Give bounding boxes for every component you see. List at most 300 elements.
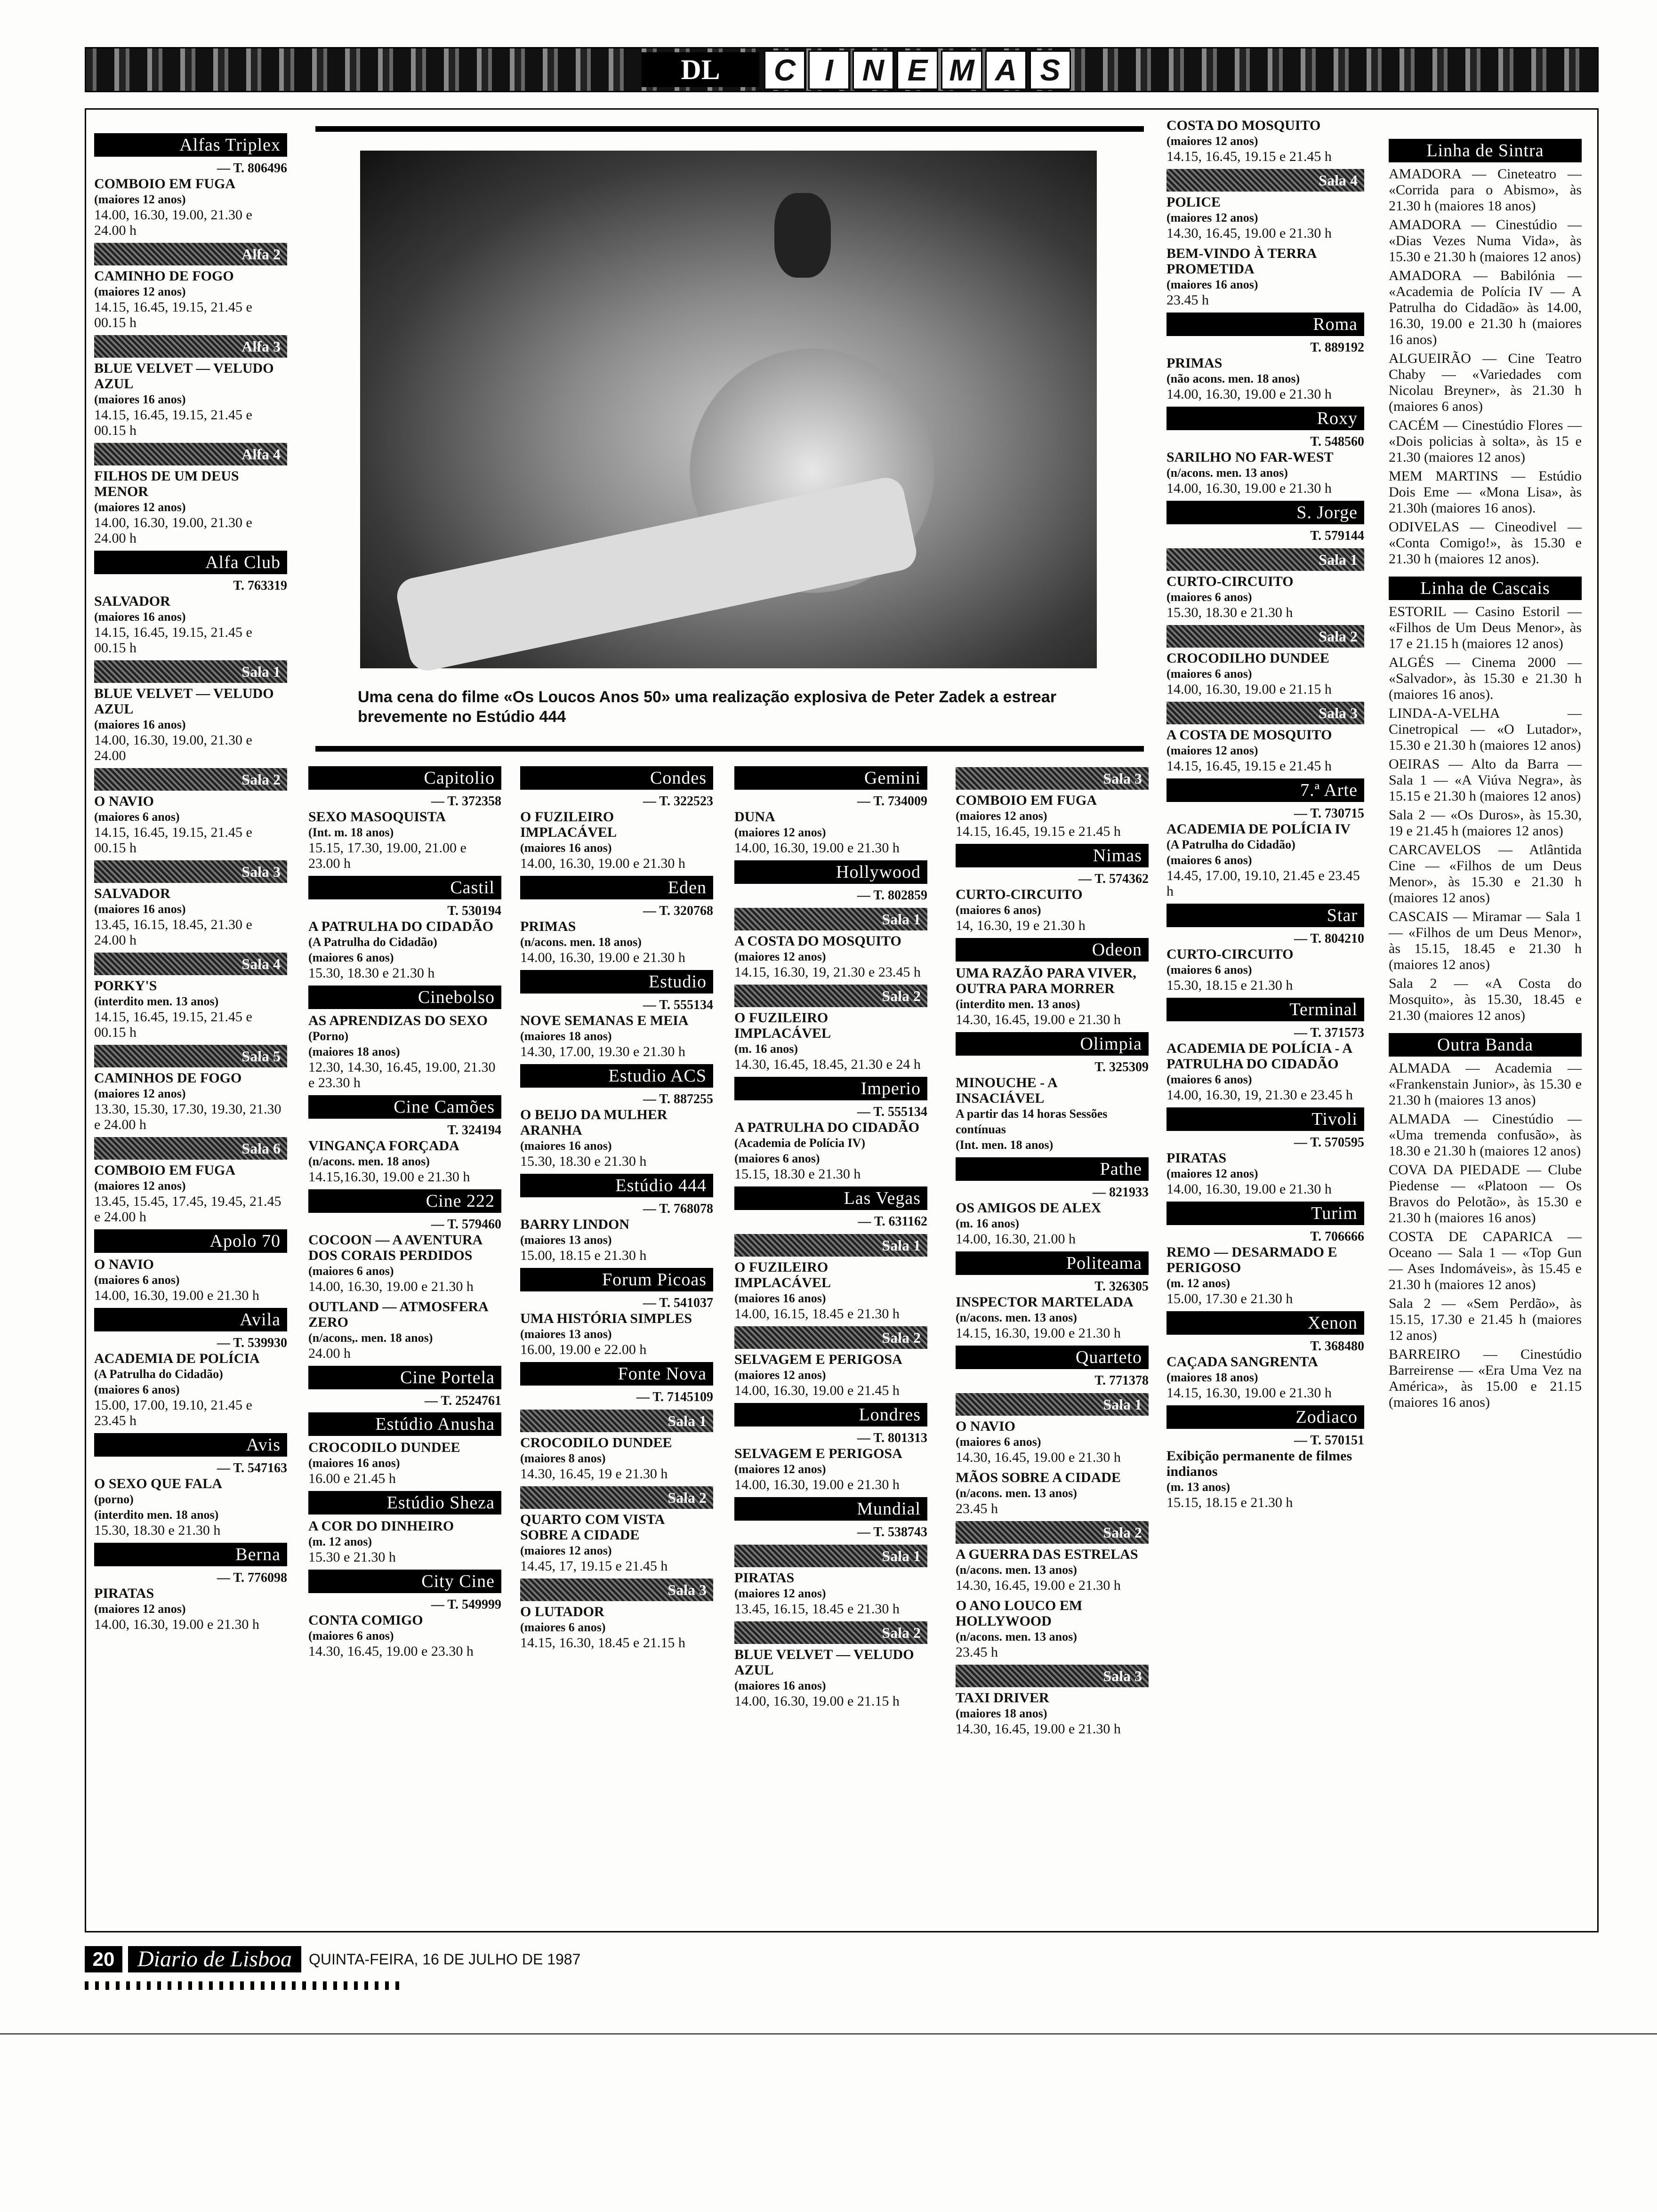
listing-entry — [956, 1294, 1149, 1341]
film-rating: (maiores 6 anos) — [1166, 1073, 1252, 1086]
cinema-header: Zodiaco — [1166, 1405, 1364, 1429]
film-title: BARRY LINDON — [520, 1217, 630, 1232]
film-rating: (não acons. men. 18 anos) — [1166, 372, 1300, 385]
showtimes: 14.00, 16.30, 19.00 e 21.45 h — [734, 1383, 900, 1398]
section-letter: N — [853, 50, 894, 90]
film-title: SELVAGEM E PERIGOSA — [734, 1352, 902, 1367]
film-note: (A Patrulha do Cidadão) — [1166, 838, 1295, 851]
film-title: O ANO LOUCO EM HOLLYWOOD — [956, 1598, 1083, 1629]
film-title: A COSTA DO MOSQUITO — [734, 933, 901, 949]
film-rating: (maiores 6 anos) — [956, 1435, 1041, 1449]
cinema-header: Turim — [1166, 1202, 1364, 1225]
showtimes: 14.15, 16.30, 18.45 e 21.15 h — [520, 1635, 685, 1651]
film-title: A COR DO DINHEIRO — [308, 1518, 454, 1534]
cinema-phone: — T. 734009 — [857, 794, 927, 809]
cinema-phone: — T. 322523 — [643, 794, 713, 809]
cinema-phone: — T. 538743 — [857, 1525, 927, 1539]
showtimes: 15.00, 17.30 e 21.30 h — [1166, 1291, 1293, 1306]
showtimes: 14.00, 16.30, 19.00 e 21.30 h — [308, 1279, 474, 1294]
cinema-header: Cinebolso — [308, 986, 501, 1009]
showtimes: 12.30, 14.30, 16.45, 19.00, 21.30 e 23.30 h — [308, 1059, 496, 1090]
listing-entry — [1166, 727, 1364, 774]
film-rating: (maiores 6 anos) — [1166, 963, 1252, 977]
film-rating: (maiores 12 anos) — [94, 1179, 186, 1193]
film-title: PIRATAS — [734, 1570, 795, 1586]
listing-entry — [734, 933, 927, 980]
cinema-header: Avila — [94, 1308, 287, 1331]
film-title: A PATRULHA DO CIDADÃO — [734, 1120, 920, 1135]
film-rating: (m. 12 anos) — [1166, 1276, 1231, 1290]
film-rating: (maiores 6 anos) — [94, 810, 180, 824]
cinema-phone: — T. 570595 — [1294, 1135, 1364, 1150]
film-rating: (maiores 6 anos) — [1166, 667, 1252, 681]
cinema-header: Cine Portela — [308, 1366, 501, 1389]
showtimes: 14, 16.30, 19 e 21.30 h — [956, 918, 1086, 933]
film-rating: (n/acons,. men. 18 anos) — [308, 1331, 433, 1345]
showtimes: 14.15, 16.30, 19.00 e 21.30 h — [1166, 1385, 1332, 1401]
region-listing: OEIRAS — Alto da Barra — Sala 1 — «A Viúva Negra», às 15.15 e 21.30 h (maiores 12 anos) — [1389, 756, 1582, 804]
film-title: PIRATAS — [94, 1586, 154, 1601]
film-rating: (maiores 12 anos) — [956, 809, 1047, 823]
listing-entry — [1166, 1354, 1364, 1401]
cinema-header: Capitolio — [308, 766, 501, 790]
film-title: CAMINHO DE FOGO — [94, 268, 234, 284]
sala-header: Sala 2 — [734, 985, 927, 1007]
listing-entry — [308, 1299, 501, 1361]
film-rating: (maiores 6 anos) — [734, 1152, 820, 1165]
film-rating: (maiores 12 anos) — [94, 1602, 186, 1616]
film-rating: (maiores 12 anos) — [1166, 211, 1258, 224]
film-rating: (maiores 12 anos) — [734, 825, 826, 839]
film-title: INSPECTOR MARTELADA — [956, 1294, 1134, 1310]
listing-entry — [1166, 1041, 1364, 1103]
sala-header: Sala 3 — [956, 1665, 1149, 1687]
film-title: CAÇADA SANGRENTA — [1166, 1354, 1318, 1370]
listing-entry — [308, 1138, 501, 1185]
film-title: SELVAGEM E PERIGOSA — [734, 1446, 902, 1461]
showtimes: 14.15, 16.45, 19.15, 21.45 e 00.15 h — [94, 299, 252, 330]
sala-header: Sala 1 — [94, 660, 287, 683]
film-rating: (maiores 6 anos) — [94, 1383, 180, 1396]
cinema-header: Terminal — [1166, 998, 1364, 1021]
section-letter: E — [897, 50, 938, 90]
showtimes: 14.00, 16.30, 19.00, 21.30 e 24.00 — [94, 732, 252, 763]
sala-header: Sala 1 — [734, 908, 927, 930]
showtimes: 14.00, 16.30, 19.00 e 21.30 h — [94, 1288, 259, 1303]
cinema-phone: — T. 320768 — [643, 904, 713, 918]
sala-header: Alfa 4 — [94, 443, 287, 465]
showtimes: 14.00, 16.30, 19.00, 21.30 e 24.00 h — [94, 515, 252, 546]
cinema-header: Estúdio 444 — [520, 1174, 713, 1197]
listing-entry — [308, 919, 501, 981]
column-7 — [1389, 129, 1582, 1413]
film-title: AS APRENDIZAS DO SEXO — [308, 1013, 488, 1028]
cinema-phone: T. 889192 — [1310, 340, 1364, 355]
listing-entry — [308, 1232, 501, 1294]
showtimes: 24.00 h — [308, 1346, 351, 1361]
film-title: OS AMIGOS DE ALEX — [956, 1200, 1102, 1216]
listing-entry — [734, 809, 927, 856]
cinema-header: Estudio — [520, 970, 713, 994]
listing-entry — [956, 1200, 1149, 1247]
section-letter: I — [808, 50, 850, 90]
film-rating: (maiores 6 anos) — [520, 1620, 606, 1634]
column-1 — [94, 129, 287, 1637]
film-rating: (maiores 6 anos) — [308, 1629, 394, 1643]
film-rating: (n/acons. men. 13 anos) — [956, 1563, 1077, 1577]
film-rating: (maiores 12 anos) — [734, 950, 826, 963]
column-2 — [308, 762, 501, 1664]
film-title: SALVADOR — [94, 886, 170, 901]
film-rating: (interdito men. 13 anos) — [956, 997, 1080, 1011]
film-title: O FUZILEIRO IMPLACÁVEL — [734, 1259, 831, 1290]
film-rating: (maiores 12 anos) — [734, 1368, 826, 1382]
showtimes: 14.30, 16.45, 19.00 e 21.30 h — [956, 1450, 1121, 1465]
cinema-phone: — T. 802859 — [857, 888, 927, 903]
film-rating: (maiores 6 anos) — [956, 903, 1041, 917]
cinema-phone: — T. 539930 — [217, 1336, 287, 1350]
showtimes: 14.00, 16.30, 19.00, 21.30 e 24.00 h — [94, 207, 252, 238]
listing-entry — [1166, 355, 1364, 402]
listing-entry — [94, 978, 287, 1040]
film-title: COMBOIO EM FUGA — [94, 176, 235, 192]
film-rating: (n/acons. men. 13 anos) — [956, 1311, 1077, 1324]
showtimes: 14.15, 16.45, 19.15, 21.45 e 00.15 h — [94, 625, 252, 656]
film-rating: (maiores 16 anos) — [308, 1456, 400, 1470]
showtimes: 14.30, 16.45, 19.00 e 21.30 h — [956, 1721, 1121, 1737]
sala-header: Sala 1 — [1166, 548, 1364, 571]
listing-entry — [956, 1547, 1149, 1593]
showtimes: 14.30, 17.00, 19.30 e 21.30 h — [520, 1044, 685, 1059]
cinema-phone: — T. 801313 — [857, 1431, 927, 1445]
film-rating: (n/acons. men. 18 anos) — [520, 935, 642, 949]
listing-entry — [520, 1435, 713, 1482]
sala-header: Sala 3 — [1166, 702, 1364, 724]
film-title: NOVE SEMANAS E MEIA — [520, 1013, 689, 1028]
film-title: PORKY'S — [94, 978, 157, 994]
film-title: PRIMAS — [1166, 355, 1223, 371]
cinema-phone: T. 548560 — [1310, 434, 1364, 449]
film-rating: (maiores 12 anos) — [520, 1544, 612, 1557]
region-header: Outra Banda — [1389, 1033, 1582, 1057]
cinema-header: Tivoli — [1166, 1107, 1364, 1131]
film-title: BLUE VELVET — VELUDO AZUL — [94, 686, 274, 717]
cinema-phone: T. 530194 — [447, 904, 501, 918]
film-title: COSTA DO MOSQUITO — [1166, 118, 1321, 133]
cinema-header: Cine 222 — [308, 1189, 501, 1213]
film-title: OUTLAND — ATMOSFERA ZERO — [308, 1299, 488, 1330]
region-listing: CASCAIS — Miramar — Sala 1 — «Filhos de um Deus Menor», às 15.15, 18.45 e 21.30 h (maiores 12 anos) — [1389, 909, 1582, 972]
listing-entry — [1166, 246, 1364, 308]
column-6 — [1166, 118, 1364, 1515]
film-title: O FUZILEIRO IMPLACÁVEL — [520, 809, 617, 840]
region-listing: Sala 2 — «Sem Perdão», às 15.15, 17.30 e 21.45 h (maiores 12 anos) — [1389, 1296, 1582, 1343]
sala-header: Sala 2 — [956, 1521, 1149, 1544]
showtimes: 14.00, 16.30, 21.00 h — [956, 1231, 1076, 1247]
cinema-phone: — 821933 — [1093, 1185, 1149, 1200]
film-rating: (maiores 6 anos) — [94, 1273, 180, 1287]
film-title: SEXO MASOQUISTA — [308, 809, 446, 825]
listing-entry — [1166, 574, 1364, 620]
listing-entry — [956, 793, 1149, 839]
sala-header: Sala 2 — [94, 768, 287, 791]
sala-header: Sala 2 — [734, 1326, 927, 1349]
listing-entry — [520, 1217, 713, 1263]
cinema-phone: — T. 631162 — [858, 1214, 927, 1229]
cinema-header: Estúdio Sheza — [308, 1491, 501, 1515]
region-listing: LINDA-A-VELHA — Cinetropical — «O Lutador», 15.30 e 21.30 h (maiores 12 anos) — [1389, 705, 1582, 753]
column-3 — [520, 762, 713, 1655]
cinema-phone: T. 771378 — [1094, 1373, 1149, 1388]
film-rating: (n/acons. men. 13 anos) — [1166, 466, 1288, 480]
photo-figure — [394, 474, 920, 674]
listing-entry — [94, 793, 287, 856]
film-rating: (maiores 16 anos) — [520, 841, 612, 855]
region-listing: ALGUEIRÃO — Cine Teatro Chaby — «Variedades com Nicolau Breyner», às 21.30 h (maiores 6 anos) — [1389, 351, 1582, 414]
showtimes: 14.30, 16.45, 19.00 e 23.30 h — [308, 1643, 474, 1659]
showtimes: 14.15, 16.45, 19.15 e 21.45 h — [1166, 758, 1332, 774]
film-title: A PATRULHA DO CIDADÃO — [308, 919, 494, 934]
showtimes: 14.00, 16.30, 19.00 e 21.15 h — [734, 1693, 900, 1709]
listing-entry — [734, 1120, 927, 1182]
film-title: VINGANÇA FORÇADA — [308, 1138, 459, 1154]
showtimes: 15.30, 18.30 e 21.30 h — [308, 965, 435, 981]
showtimes: 14.45, 17, 19.15 e 21.45 h — [520, 1558, 668, 1574]
showtimes: 14.00, 16.30, 19.00 e 21.30 h — [1166, 481, 1332, 496]
region-listing: AMADORA — Babilónia — «Academia de Polícia IV — A Patrulha do Cidadão» às 14.00, 16.30, 19.00 e 21.30 h (maiores 16 anos) — [1389, 268, 1582, 347]
sala-header: Sala 2 — [734, 1621, 927, 1644]
region-listing: COVA DA PIEDADE — Clube Piedense — «Platoon — Os Bravos do Pelotão», às 15.30 e 21.30 h (maiores 16 anos) — [1389, 1162, 1582, 1226]
region-listing: AMADORA — Cineteatro — «Corrida para o Abismo», às 21.30 h (maiores 18 anos) — [1389, 166, 1582, 214]
region-listing: ESTORIL — Casino Estoril — «Filhos de Um Deus Menor», às 17 e 21.15 h (maiores 12 anos) — [1389, 604, 1582, 651]
column-4 — [734, 762, 927, 1714]
cinema-phone: — T. 547163 — [217, 1461, 287, 1475]
showtimes: 14.00, 16.30, 19.00 e 21.15 h — [1166, 681, 1332, 697]
region-listing: ALGÉS — Cinema 2000 — «Salvador», às 15.30 e 21.30 h (maiores 16 anos). — [1389, 655, 1582, 702]
showtimes: 14.00, 16.30, 19.00 e 21.30 h — [94, 1617, 259, 1632]
cinema-header: Star — [1166, 904, 1364, 927]
region-listing: Sala 2 — «Os Duros», às 15.30, 19 e 21.45 h (maiores 12 anos) — [1389, 807, 1582, 839]
cinema-header: Roxy — [1166, 407, 1364, 430]
cinema-phone: — T. 549999 — [431, 1597, 501, 1612]
cinema-header: Odeon — [956, 938, 1149, 962]
film-title: CURTO-CIRCUITO — [1166, 574, 1294, 589]
cinema-phone: — T. 887255 — [643, 1092, 713, 1106]
cinema-header: Cine Camões — [308, 1095, 501, 1119]
section-letter: S — [1030, 50, 1071, 90]
film-rating: (maiores 6 anos) — [1166, 590, 1252, 604]
showtimes: 14.15, 16.45, 19.15, 21.45 e 00.15 h — [94, 1009, 252, 1040]
cinema-header: Roma — [1166, 313, 1364, 336]
sala-header: Alfa 3 — [94, 335, 287, 358]
cinema-header: Mundial — [734, 1497, 927, 1521]
listing-entry — [734, 1446, 927, 1492]
region-listing: CACÉM — Cinestúdio Flores — «Dois policias à solta», às 15 e 21.30 (maiores 12 anos) — [1389, 417, 1582, 465]
listing-entry — [956, 1075, 1149, 1153]
film-note: (A Patrulha do Cidadão) — [308, 935, 437, 949]
sala-header: Sala 1 — [734, 1234, 927, 1257]
footer-dots — [85, 1981, 405, 1990]
page-number: 20 — [85, 1946, 122, 1972]
cinema-header: Londres — [734, 1403, 927, 1427]
film-rating: (maiores 12 anos) — [1166, 134, 1258, 148]
page-footer — [85, 1946, 580, 1972]
sala-header: Sala 1 — [734, 1545, 927, 1567]
listing-entry — [520, 1013, 713, 1059]
film-rating: (maiores 13 anos) — [520, 1327, 612, 1341]
cinema-header: Las Vegas — [734, 1186, 927, 1210]
cinema-phone: — T. 730715 — [1294, 806, 1364, 821]
cinema-header: Estúdio Anusha — [308, 1412, 501, 1436]
region-listing: ALMADA — Academia — «Frankenstain Junior», às 15.30 e 21.30 h (maiores 13 anos) — [1389, 1060, 1582, 1108]
showtimes: 15.15, 17.30, 19.00, 21.00 e 23.00 h — [308, 840, 467, 871]
listing-entry — [94, 1586, 287, 1632]
film-rating: (n/acons. men. 13 anos) — [956, 1630, 1077, 1643]
showtimes: 15.15, 18.15 e 21.30 h — [1166, 1495, 1293, 1510]
region-listing: AMADORA — Cinestúdio — «Dias Vezes Numa Vida», às 15.30 e 21.30 h (maiores 12 anos) — [1389, 217, 1582, 264]
film-title: COCOON — A AVENTURA DOS CORAIS PERDIDOS — [308, 1232, 482, 1263]
film-title: O LUTADOR — [520, 1604, 604, 1619]
sala-header: Alfa 2 — [94, 243, 287, 265]
showtimes: 14.45, 17.00, 19.10, 21.45 e 23.45 h — [1166, 868, 1360, 899]
film-rating: (maiores 18 anos) — [520, 1029, 612, 1043]
listing-entry — [308, 1612, 501, 1659]
cinema-phone: — T. 372358 — [431, 794, 501, 809]
region-header: Linha de Sintra — [1389, 139, 1582, 162]
film-rating: (m. 16 anos) — [734, 1042, 798, 1056]
showtimes: 15.30, 18.30 e 21.30 h — [94, 1523, 221, 1538]
film-rating: (maiores 6 anos) — [308, 951, 394, 964]
cinema-header: Xenon — [1166, 1311, 1364, 1335]
region-header: Linha de Cascais — [1389, 577, 1582, 600]
cinema-phone: T. 324194 — [447, 1123, 501, 1138]
film-rating: (maiores 16 anos) — [94, 902, 186, 916]
film-rating: (maiores 12 anos) — [1166, 744, 1258, 757]
listing-entry — [1166, 650, 1364, 697]
film-title: SALVADOR — [94, 593, 170, 609]
film-title: UMA HISTÓRIA SIMPLES — [520, 1311, 692, 1326]
film-note: (Academia de Polícia IV) — [734, 1136, 866, 1150]
film-note: (porno) — [94, 1492, 134, 1506]
listing-entry — [520, 1512, 713, 1574]
showtimes: 14.00, 16.15, 18.45 e 21.30 h — [734, 1306, 900, 1322]
cinema-phone: — T. 371573 — [1294, 1026, 1364, 1040]
film-title: CURTO-CIRCUITO — [1166, 946, 1294, 962]
cinema-header: Politeama — [956, 1251, 1149, 1275]
section-letter: M — [941, 50, 982, 90]
sala-header: Sala 3 — [520, 1579, 713, 1601]
film-title: O NAVIO — [956, 1419, 1015, 1434]
masthead — [85, 47, 1599, 92]
region-listing: COSTA DE CAPARICA — Oceano — Sala 1 — «Top Gun — Ases Indomáveis», às 15.45 e 21.30 h (maiores 12 anos) — [1389, 1229, 1582, 1292]
region-listing: BARREIRO — Cinestúdio Barreirense — «Era Uma Vez na América», às 15.00 e 21.15 (maiores 16 anos) — [1389, 1346, 1582, 1410]
region-listing: MEM MARTINS — Estúdio Dois Eme — «Mona Lisa», às 21.30h (maiores 16 anos). — [1389, 468, 1582, 516]
film-title: MINOUCHE - A INSACIÁVEL — [956, 1075, 1057, 1106]
film-title: ACADEMIA DE POLÍCIA — [94, 1351, 260, 1366]
cinema-phone: T. 326305 — [1094, 1279, 1149, 1294]
film-rating: (maiores 6 anos) — [308, 1264, 394, 1278]
sala-header: Sala 4 — [94, 953, 287, 975]
film-rating: (maiores 16 anos) — [94, 393, 186, 406]
showtimes: 15.30, 18.30 e 21.30 h — [520, 1154, 647, 1169]
cinema-header: Alfas Triplex — [94, 133, 287, 157]
cinema-header: 7.ª Arte — [1166, 778, 1364, 802]
film-title: DUNA — [734, 809, 775, 825]
showtimes: 14.00, 16.30, 19, 21.30 e 23.45 h — [1166, 1087, 1353, 1103]
sala-header: Sala 3 — [956, 767, 1149, 790]
film-title: ACADEMIA DE POLÍCIA IV — [1166, 821, 1351, 837]
film-rating: (maiores 16 anos) — [1166, 278, 1258, 291]
film-title: TAXI DRIVER — [956, 1690, 1049, 1706]
film-rating: (maiores 12 anos) — [1166, 1167, 1258, 1180]
listing-entry — [1166, 449, 1364, 496]
cinema-header: Pathe — [956, 1157, 1149, 1181]
listing-entry — [94, 686, 287, 763]
film-title: O FUZILEIRO IMPLACÁVEL — [734, 1010, 831, 1041]
showtimes: 14.30, 16.45, 19.00 e 21.30 h — [956, 1578, 1121, 1593]
film-note: A partir das 14 horas Sessões contínuas — [956, 1107, 1108, 1136]
film-rating: (maiores 16 anos) — [734, 1679, 826, 1692]
film-title: A GUERRA DAS ESTRELAS — [956, 1547, 1138, 1562]
cinema-header: Gemini — [734, 766, 927, 790]
film-title: CAMINHOS DE FOGO — [94, 1070, 242, 1086]
film-rating: (maiores 16 anos) — [94, 610, 186, 624]
film-title: SARILHO NO FAR-WEST — [1166, 449, 1334, 465]
cinema-header: Fonte Nova — [520, 1362, 713, 1386]
listing-entry — [734, 1352, 927, 1398]
listing-entry — [308, 1013, 501, 1090]
listing-entry — [94, 268, 287, 330]
listing-entry — [734, 1570, 927, 1617]
listing-entry — [94, 176, 287, 238]
listing-entry — [94, 1162, 287, 1225]
showtimes: 15.30, 18.30 e 21.30 h — [1166, 605, 1293, 620]
film-rating: (maiores 16 anos) — [94, 718, 186, 731]
film-rating: (interdito men. 13 anos) — [94, 994, 219, 1008]
listing-entry — [956, 887, 1149, 933]
cinema-phone: — T. 2524761 — [424, 1394, 501, 1408]
column-5 — [956, 762, 1149, 1741]
film-note: (Porno) — [308, 1029, 349, 1043]
listing-entry — [956, 1419, 1149, 1465]
showtimes: 15.00, 17.00, 19.10, 21.45 e 23.45 h — [94, 1397, 252, 1428]
film-rating: (maiores 12 anos) — [94, 192, 186, 206]
cinema-phone: — T. 768078 — [643, 1202, 713, 1216]
cinema-header: S. Jorge — [1166, 501, 1364, 524]
film-title: CROCODILO DUNDEE — [520, 1435, 672, 1451]
newspaper-logo: DL — [642, 52, 759, 87]
sala-header: Sala 6 — [94, 1137, 287, 1160]
film-title: CURTO-CIRCUITO — [956, 887, 1083, 902]
film-title: O NAVIO — [94, 1257, 154, 1272]
listing-entry — [1166, 1150, 1364, 1197]
listing-entry — [94, 1476, 287, 1538]
film-rating: (maiores 8 anos) — [520, 1451, 606, 1465]
cinema-header: Forum Picoas — [520, 1268, 713, 1291]
showtimes: 14.15, 16.30, 19.00 e 21.30 h — [956, 1325, 1121, 1341]
sala-header: Sala 3 — [94, 860, 287, 883]
film-rating: (maiores 18 anos) — [956, 1707, 1047, 1720]
showtimes: 23.45 h — [956, 1501, 998, 1516]
film-title: BEM-VINDO À TERRA PROMETIDA — [1166, 246, 1316, 277]
showtimes: 13.30, 15.30, 17.30, 19.30, 21.30 e 24.00 h — [94, 1101, 282, 1132]
cinema-header: Hollywood — [734, 860, 927, 884]
showtimes: 14.00, 16.30, 19.00 e 21.30 h — [520, 856, 685, 871]
film-title: CROCODILO DUNDEE — [308, 1440, 460, 1455]
listing-entry — [1166, 118, 1364, 164]
cinema-header: Olimpia — [956, 1032, 1149, 1056]
film-note: (A Patrulha do Cidadão) — [94, 1367, 223, 1381]
